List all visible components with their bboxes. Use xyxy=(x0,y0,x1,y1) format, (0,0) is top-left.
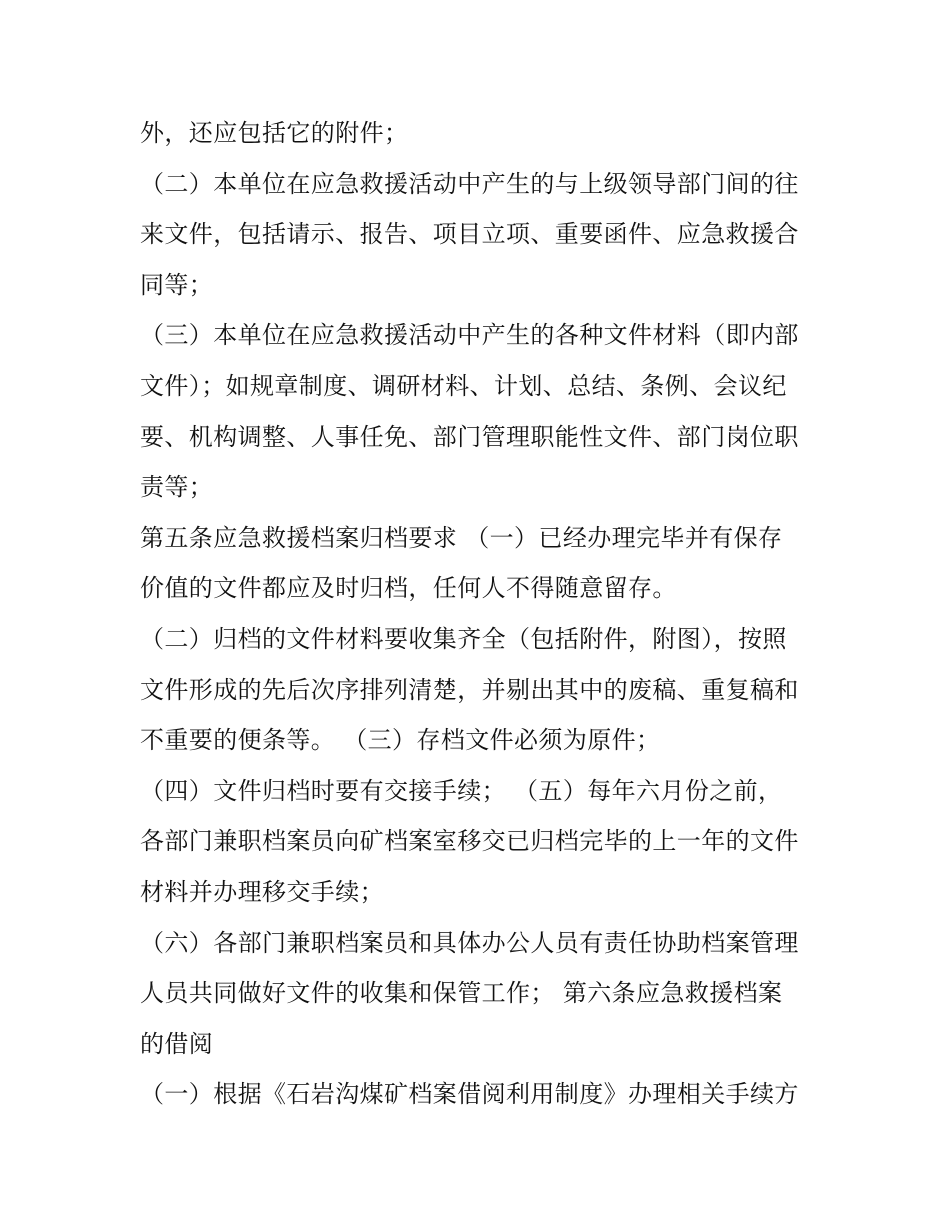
text-line: （一）根据《石岩沟煤矿档案借阅利用制度》办理相关手续方 xyxy=(140,1080,799,1109)
text-line: （四）文件归档时要有交接手续； （五）每年六月份之前， xyxy=(140,776,783,805)
text-line: （六）各部门兼职档案员和具体办公人员有责任协助档案管理 xyxy=(140,928,799,957)
text-line: 文件形成的先后次序排列清楚，并剔出其中的废稿、重复稿和 xyxy=(140,675,799,704)
text-line: 不重要的便条等。 （三）存档文件必须为原件； xyxy=(140,726,661,755)
text-line: 责等； xyxy=(140,473,214,502)
text-line: 价值的文件都应及时归档，任何人不得随意留存。 xyxy=(140,574,677,603)
document-body xyxy=(140,108,820,1120)
text-line: 材料并办理移交手续； xyxy=(140,877,384,906)
text-line: 同等； xyxy=(140,270,214,299)
text-line: 外，还应包括它的附件； xyxy=(140,119,409,147)
text-line: 文件）；如规章制度、调研材料、计划、总结、条例、会议纪 xyxy=(140,371,787,400)
text-line: 来文件，包括请示、报告、项目立项、重要函件、应急救援合 xyxy=(140,220,799,249)
text-line: 要、机构调整、人事任免、部门管理职能性文件、部门岗位职 xyxy=(140,422,799,451)
text-line: （二）本单位在应急救援活动中产生的与上级领导部门间的往 xyxy=(140,169,799,198)
text-line: 第五条应急救援档案归档要求 （一）已经办理完毕并有保存 xyxy=(140,523,783,552)
text-line: 人员共同做好文件的收集和保管工作； 第六条应急救援档案 xyxy=(140,979,783,1008)
text-line: 的借阅 xyxy=(140,1029,214,1058)
text-line: （二）归档的文件材料要收集齐全（包括附件，附图），按照 xyxy=(140,624,787,653)
text-line: （三）本单位在应急救援活动中产生的各种文件材料（即内部 xyxy=(140,321,799,350)
text-line: 各部门兼职档案员向矿档案室移交已归档完毕的上一年的文件 xyxy=(140,827,799,856)
